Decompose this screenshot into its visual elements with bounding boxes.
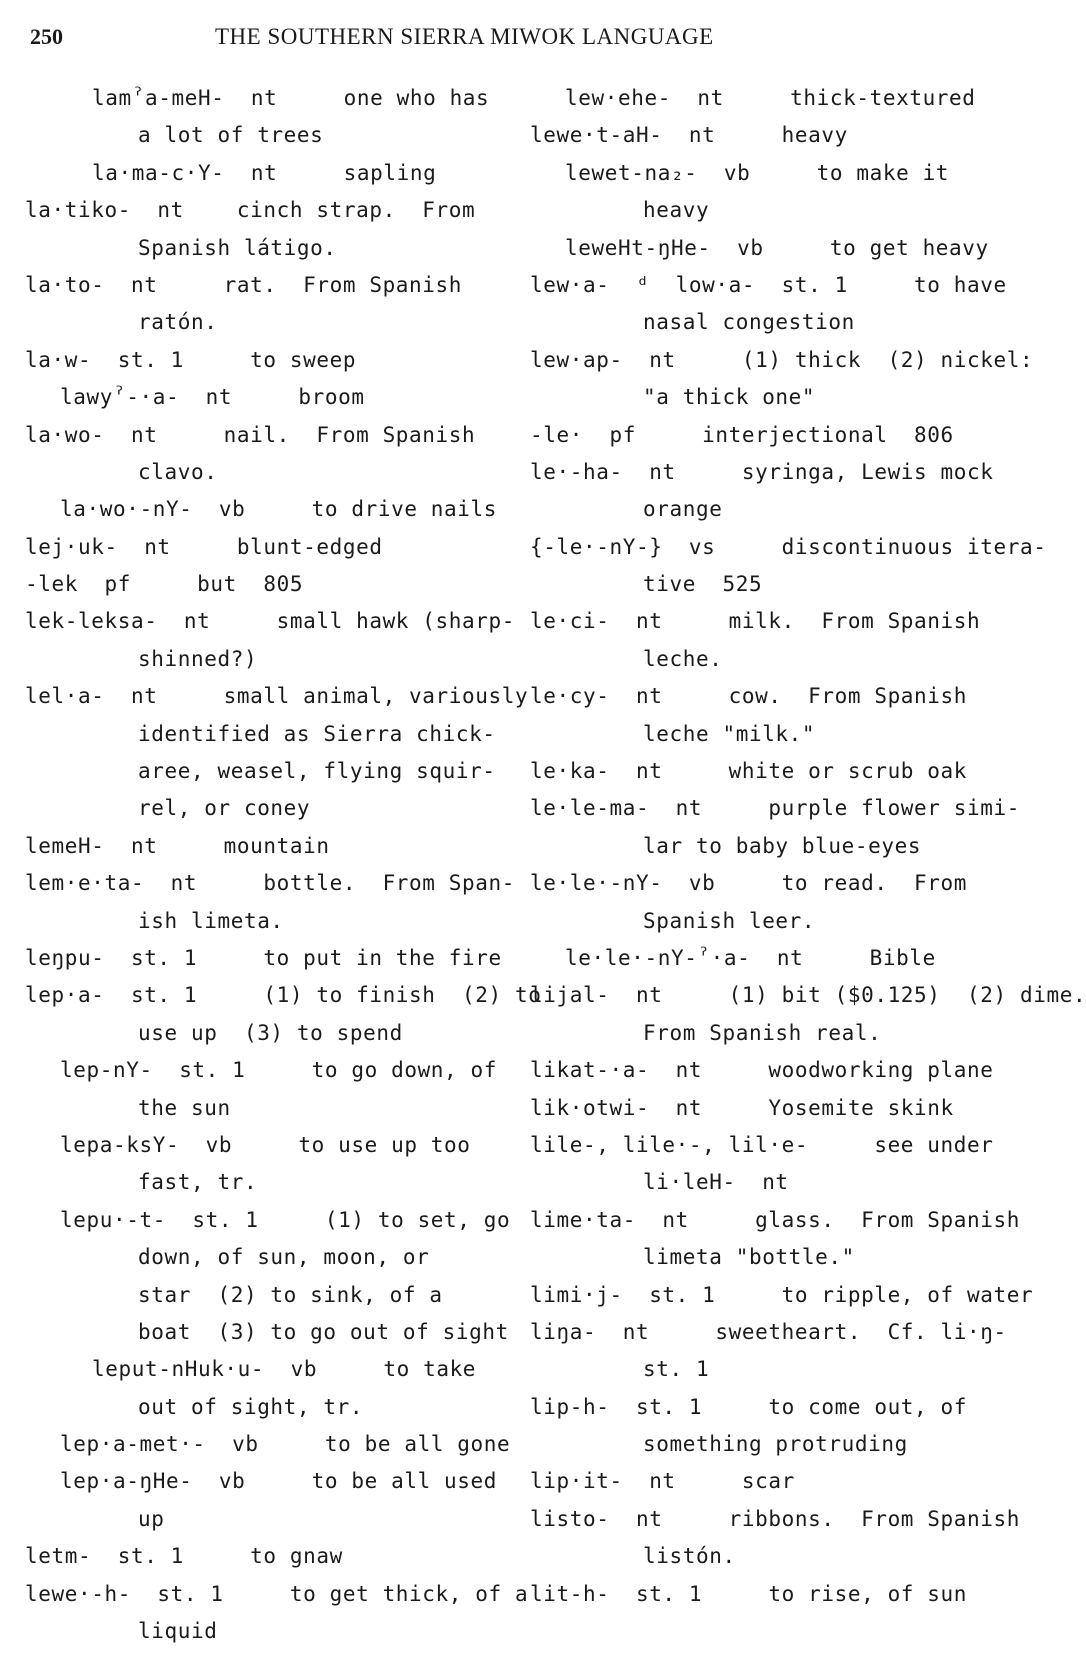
right-column	[525, 80, 1086, 1613]
dictionary-entry-line: lep-nY- st. 1 to go down, of	[60, 1058, 498, 1083]
dictionary-entry-line: la·tiko- nt cinch strap. From	[25, 198, 476, 223]
entry-continuation-line: Spanish látigo.	[138, 235, 337, 260]
dictionary-entry-line: la·wo- nt nail. From Spanish	[25, 422, 476, 447]
entry-continuation-line: tive 525	[643, 572, 763, 597]
dictionary-entry-line: {-le·-nY-} vs discontinuous itera-	[530, 534, 1047, 559]
dictionary-entry-line: le·le-ma- nt purple flower simi-	[530, 796, 1020, 821]
entry-continuation-line: boat (3) to go out of sight	[138, 1319, 509, 1344]
running-title: THE SOUTHERN SIERRA MIWOK LANGUAGE	[215, 24, 714, 49]
entry-continuation-line: aree, weasel, flying squir-	[138, 759, 496, 784]
entry-continuation-line: limeta "bottle."	[643, 1245, 855, 1270]
entry-continuation-line: "a thick one"	[643, 385, 816, 410]
dictionary-entry-line: lel·a- nt small animal, variously	[25, 684, 529, 709]
entry-continuation-line: From Spanish real.	[643, 1020, 882, 1045]
dictionary-entry-line: lepu·-t- st. 1 (1) to set, go	[60, 1207, 511, 1232]
entry-continuation-line: the sun	[138, 1095, 231, 1120]
dictionary-entry-line: le·le·-nY-ˀ·a- nt Bible	[565, 945, 936, 970]
dictionary-entry-line: lep·a-ŋHe- vb to be all used	[60, 1469, 498, 1494]
dictionary-entry-line: lep·a-met·- vb to be all gone	[60, 1432, 511, 1457]
entry-continuation-line: a lot of trees	[138, 123, 324, 148]
entry-continuation-line: st. 1	[643, 1357, 710, 1382]
dictionary-entry-line: le·ci- nt milk. From Spanish	[530, 609, 981, 634]
dictionary-entry-line: lek-leksa- nt small hawk (sharp-	[25, 609, 515, 634]
dictionary-entry-line: lepa-ksY- vb to use up too	[60, 1132, 471, 1157]
entry-continuation-line: ratón.	[138, 310, 218, 335]
entry-continuation-line: up	[138, 1506, 165, 1531]
entry-continuation-line: star (2) to sink, of a	[138, 1282, 443, 1307]
dictionary-entry-line: la·w- st. 1 to sweep	[25, 347, 357, 372]
dictionary-entry-line: lewe·t-aH- nt heavy	[530, 123, 848, 148]
dictionary-entry-line: lew·a- ᵈ low·a- st. 1 to have	[530, 272, 1007, 297]
entry-continuation-line: down, of sun, moon, or	[138, 1245, 430, 1270]
dictionary-entry-line: lep·a- st. 1 (1) to finish (2) to	[25, 983, 542, 1008]
entry-continuation-line: rel, or coney	[138, 796, 311, 821]
entry-continuation-line: use up (3) to spend	[138, 1020, 403, 1045]
entry-continuation-line: lar to baby blue-eyes	[643, 833, 922, 858]
dictionary-entry-line: la·wo·-nY- vb to drive nails	[60, 497, 498, 522]
dictionary-entry-line: lewe·-h- st. 1 to get thick, of a	[25, 1581, 529, 1606]
dictionary-entry-line: lip-h- st. 1 to come out, of	[530, 1394, 968, 1419]
dictionary-entry-line: listo- nt ribbons. From Spanish	[530, 1506, 1020, 1531]
entry-continuation-line: li·leH- nt	[643, 1170, 789, 1195]
entry-continuation-line: ish limeta.	[138, 908, 284, 933]
entry-continuation-line: something protruding	[643, 1432, 908, 1457]
dictionary-entry-line: limi·j- st. 1 to ripple, of water	[530, 1282, 1034, 1307]
entry-continuation-line: Spanish leer.	[643, 908, 816, 933]
entry-continuation-line: orange	[643, 497, 723, 522]
entry-continuation-line: clavo.	[138, 459, 218, 484]
dictionary-entry-line: letm- st. 1 to gnaw	[25, 1544, 343, 1569]
dictionary-entry-line: lip·it- nt scar	[530, 1469, 795, 1494]
dictionary-entry-line: le·le·-nY- vb to read. From	[530, 871, 968, 896]
dictionary-entry-line: -le· pf interjectional 806	[530, 422, 954, 447]
dictionary-entry-line: lew·ehe- nt thick-textured	[565, 86, 976, 110]
dictionary-entry-line: la·ma-c·Y- nt sapling	[92, 160, 437, 185]
dictionary-entry-line: lik·otwi- nt Yosemite skink	[530, 1095, 954, 1120]
entry-continuation-line: leche.	[643, 646, 723, 671]
dictionary-entry-line: le·cy- nt cow. From Spanish	[530, 684, 968, 709]
dictionary-entry-line: lijal- nt (1) bit ($0.125) (2) dime.	[530, 983, 1086, 1008]
entry-continuation-line: leche "milk."	[643, 721, 816, 746]
dictionary-entry-line: le·ka- nt white or scrub oak	[530, 759, 968, 784]
dictionary-entry-line: lit-h- st. 1 to rise, of sun	[530, 1581, 968, 1606]
dictionary-entry-line: lew·ap- nt (1) thick (2) nickel:	[530, 347, 1034, 372]
dictionary-entry-line: -lek pf but 805	[25, 572, 304, 597]
dictionary-entry-line: la·to- nt rat. From Spanish	[25, 272, 463, 297]
dictionary-entry-line: leweHt-ŋHe- vb to get heavy	[565, 235, 989, 260]
page-header	[30, 24, 990, 64]
entry-continuation-line: identified as Sierra chick-	[138, 721, 496, 746]
entry-continuation-line: heavy	[643, 198, 710, 223]
entry-continuation-line: listón.	[643, 1544, 736, 1569]
dictionary-entry-line: lewet-na₂- vb to make it	[565, 160, 950, 185]
dictionary-entry-line: lej·uk- nt blunt-edged	[25, 534, 383, 559]
dictionary-entry-line: liŋa- nt sweetheart. Cf. li·ŋ-	[530, 1319, 1007, 1344]
dictionary-entry-line: lile-, lile·-, lil·e- see under	[530, 1132, 994, 1157]
entry-continuation-line: out of sight, tr.	[138, 1394, 364, 1419]
dictionary-entry-line: likat-·a- nt woodworking plane	[530, 1058, 994, 1083]
entry-continuation-line: fast, tr.	[138, 1170, 258, 1195]
entry-continuation-line: nasal congestion	[643, 310, 855, 335]
dictionary-entry-line: leput-nHuk·u- vb to take	[92, 1357, 477, 1382]
left-column	[20, 80, 542, 1650]
dictionary-entry-line: leŋpu- st. 1 to put in the fire	[25, 945, 502, 970]
dictionary-entry-line: lawyˀ-·a- nt broom	[60, 385, 365, 410]
dictionary-entry-line: le·-ha- nt syringa, Lewis mock	[530, 459, 994, 484]
dictionary-entry-line: lem·e·ta- nt bottle. From Span-	[25, 871, 515, 896]
entry-continuation-line: shinned?)	[138, 646, 258, 671]
page-number: 250	[30, 24, 63, 49]
dictionary-entry-line: lime·ta- nt glass. From Spanish	[530, 1207, 1020, 1232]
dictionary-entry-line: lamˀa-meH- nt one who has	[92, 86, 490, 110]
dictionary-entry-line: lemeH- nt mountain	[25, 833, 330, 858]
entry-continuation-line: liquid	[138, 1619, 218, 1644]
